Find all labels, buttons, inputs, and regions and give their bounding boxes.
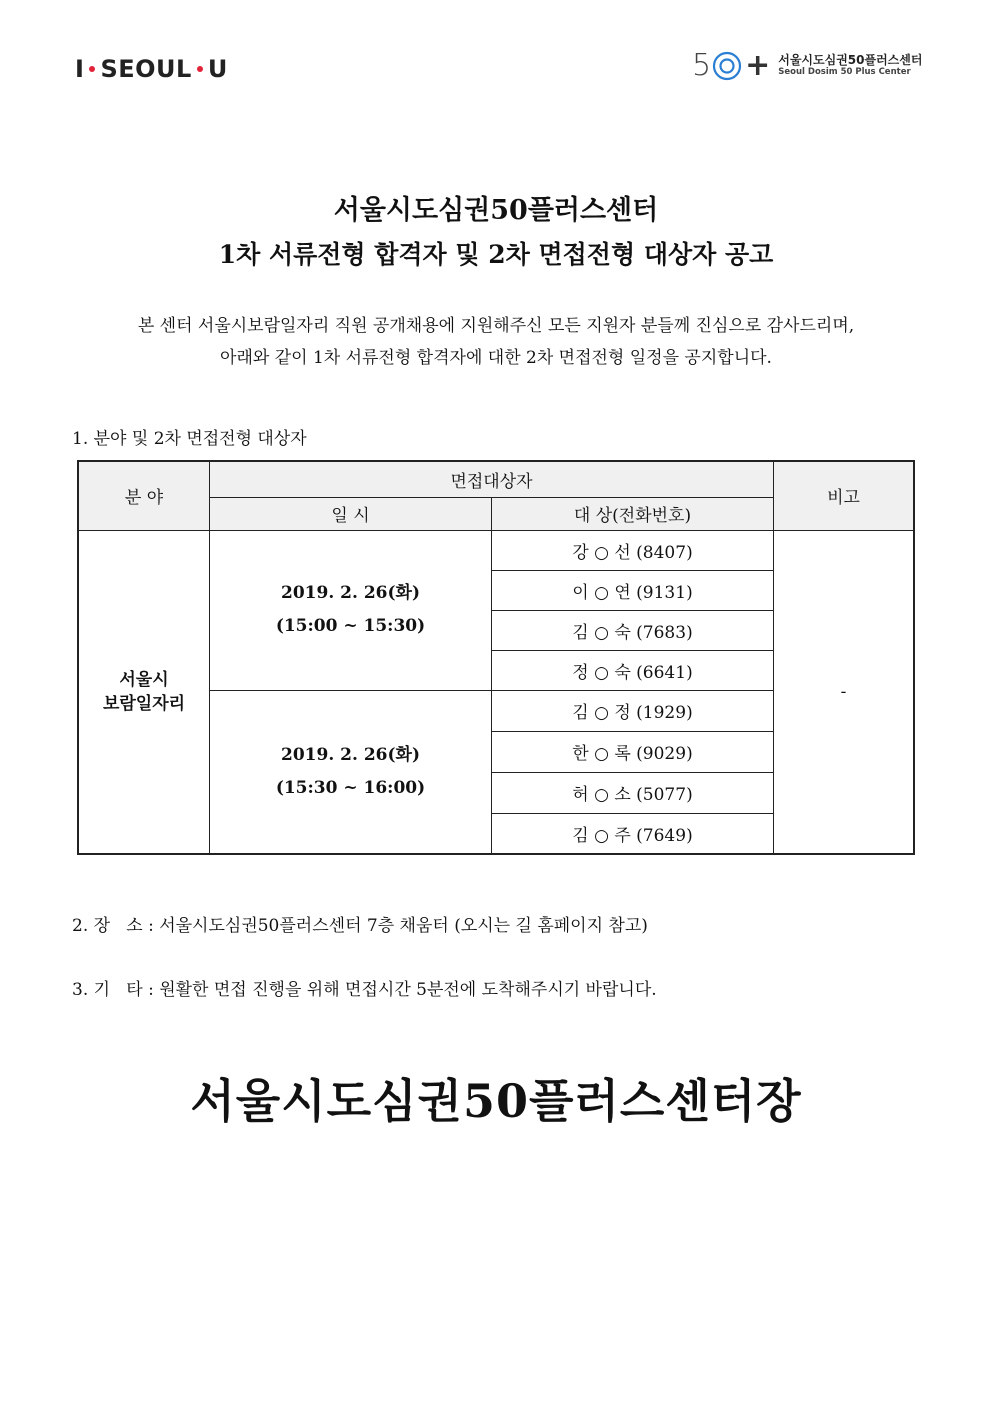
- datetime-cell: [210, 530, 492, 690]
- page-title: 서울시도심권50플러스센터: [333, 195, 659, 226]
- target-cell: 김 ○ 주 (7649): [492, 813, 774, 854]
- target-cell: 강 ○ 선 (8407): [492, 530, 774, 570]
- logo-plus: +: [745, 48, 771, 83]
- target-cell: 정 ○ 숙 (6641): [492, 650, 774, 690]
- header-target: 대 상(전화번호): [492, 497, 774, 530]
- i-seoul-u-logo: [75, 55, 228, 83]
- fifty-plus-mark: [692, 48, 743, 83]
- group-1-time: (15:00 ~ 15:30): [275, 616, 426, 636]
- logo-korean-name: 서울시도심권50플러스센터: [778, 52, 923, 67]
- header-note: 비고: [774, 461, 915, 530]
- logo-dot-icon: [197, 66, 203, 72]
- logo-text-seoul: SEOUL: [100, 55, 192, 83]
- target-cell: 김 ○ 숙 (7683): [492, 610, 774, 650]
- page-subtitle: 1차 서류전형 합격자 및 2차 면접전형 대상자 공고: [218, 240, 774, 269]
- target-cell: 김 ○ 정 (1929): [492, 690, 774, 731]
- section-2-location: 2. 장 소 : 서울시도심권50플러스센터 7층 채움터 (오시는 길 홈페이지 참고): [72, 916, 648, 936]
- field-cell: [78, 530, 210, 854]
- logo-dot-icon: [89, 66, 95, 72]
- header-interviewees: 면접대상자: [210, 461, 774, 497]
- signature: 서울시도심권50플러스센터장: [190, 1074, 802, 1128]
- header-field: 분 야: [78, 461, 210, 530]
- logo-english-name: Seoul Dosim 50 Plus Center: [778, 66, 911, 77]
- section-3-other: 3. 기 타 : 원활한 면접 진행을 위해 면접시간 5분전에 도착해주시기 바랍니다.: [72, 980, 657, 1000]
- target-cell: 이 ○ 연 (9131): [492, 570, 774, 610]
- logo-text-u: U: [207, 55, 228, 83]
- target-cell: 한 ○ 록 (9029): [492, 731, 774, 772]
- intro-line-1: 본 센터 서울시보람일자리 직원 공개채용에 지원해주신 모든 지원자 분들께 진심으로 감사드리며,: [137, 316, 855, 336]
- fifty-plus-logo: [692, 48, 922, 83]
- logo-text-i: I: [75, 55, 85, 83]
- logo-digit-five: 5: [692, 48, 712, 83]
- datetime-cell: [210, 690, 492, 854]
- target-circle-icon: [711, 50, 743, 82]
- group-1-date: 2019. 2. 26(화): [281, 583, 420, 603]
- target-cell: 허 ○ 소 (5077): [492, 772, 774, 813]
- field-line-1: 서울시: [119, 669, 169, 690]
- intro-line-2: 아래와 같이 1차 서류전형 합격자에 대한 2차 면접전형 일정을 공지합니다.: [220, 348, 772, 368]
- header-datetime: 일 시: [210, 497, 492, 530]
- field-line-2: 보람일자리: [102, 693, 186, 714]
- table-row: [78, 530, 914, 570]
- note-cell: -: [774, 530, 915, 854]
- intro-paragraph: [0, 310, 992, 374]
- section-1-heading: 1. 분야 및 2차 면접전형 대상자: [72, 429, 307, 449]
- group-2-time: (15:30 ~ 16:00): [275, 777, 426, 798]
- interview-schedule-table: [77, 460, 915, 855]
- group-2-date: 2019. 2. 26(화): [281, 744, 420, 765]
